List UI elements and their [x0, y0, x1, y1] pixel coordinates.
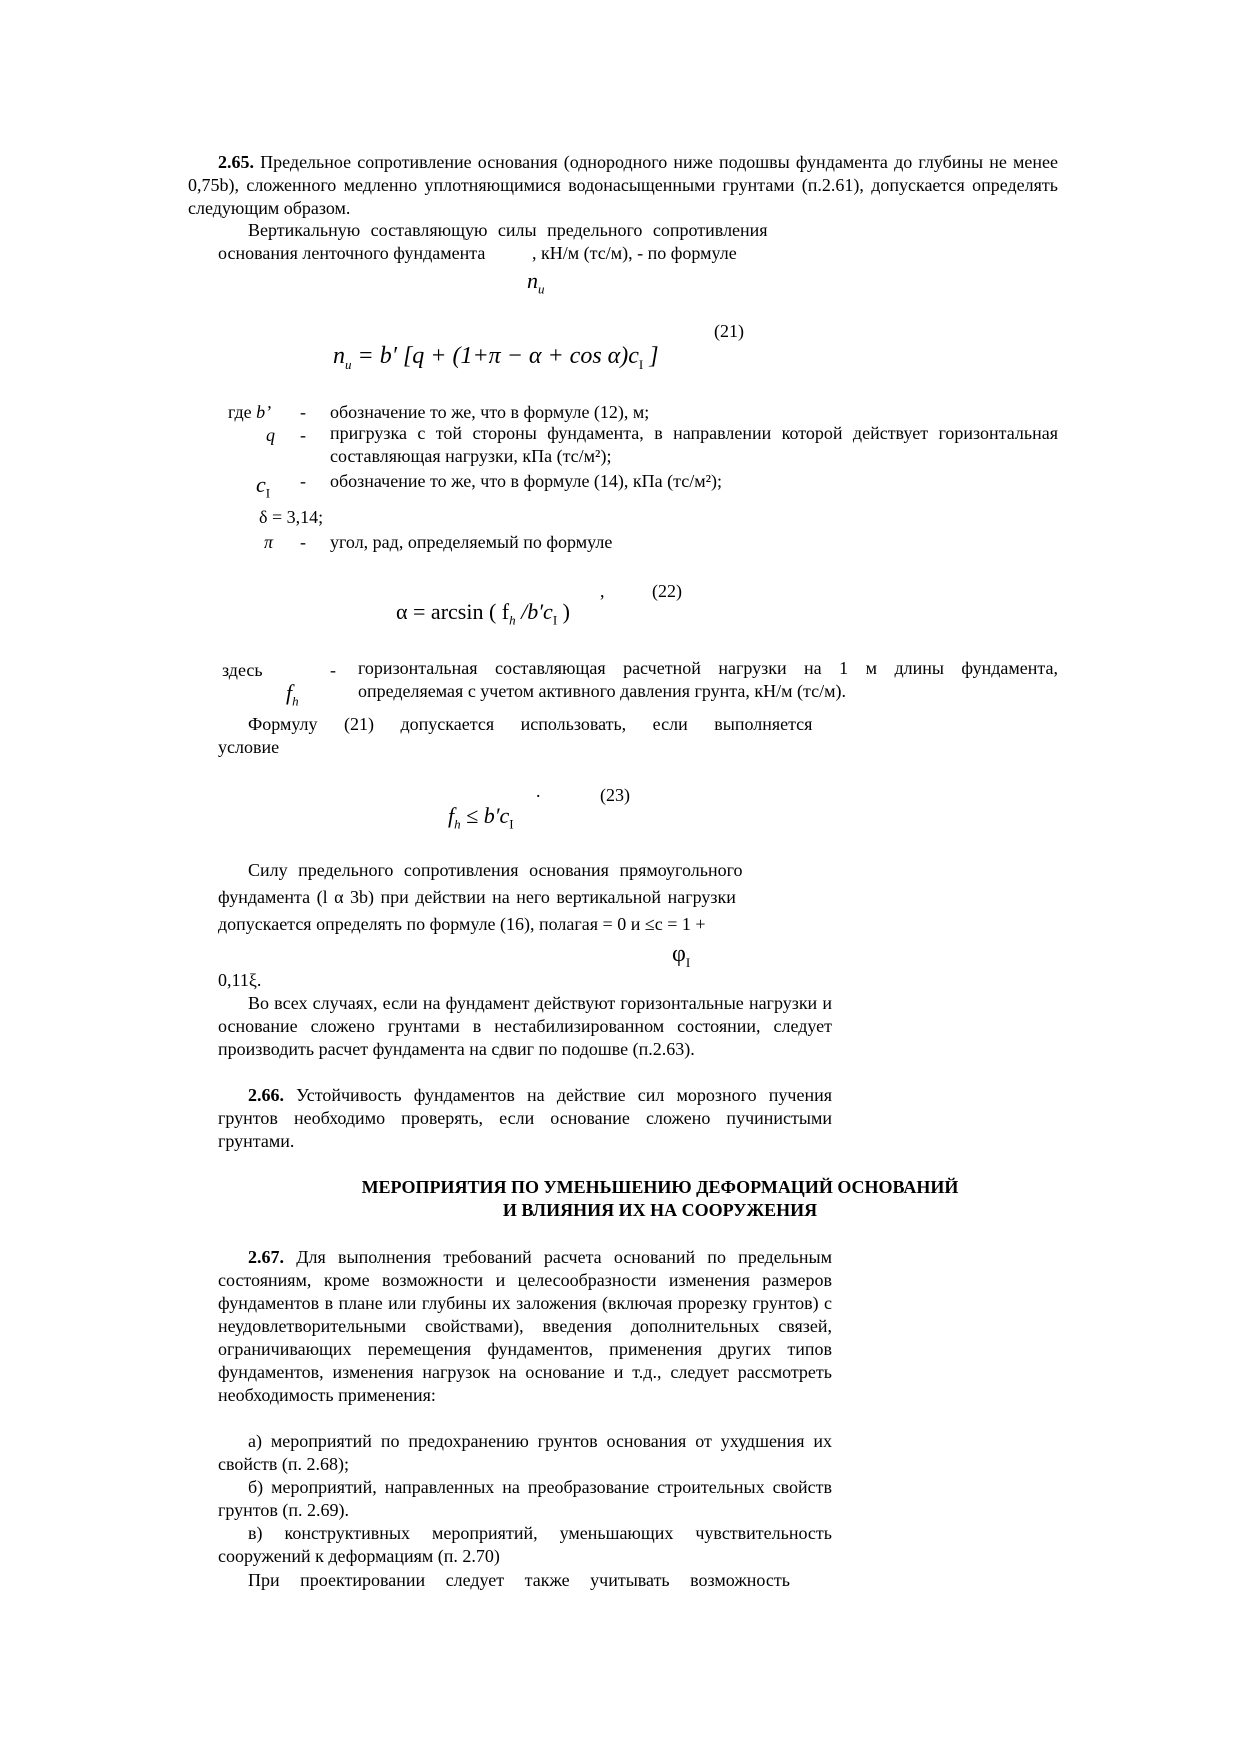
- dash: -: [300, 471, 306, 491]
- dash: -: [300, 425, 306, 445]
- symbol-nu: $n_u$: [527, 268, 545, 297]
- paragraph-2-67: 2.67. Для выполнения требований расчета оснований по предельным состояниям, кроме возможности и целесообразности изменения размеров фундаментов в плане или глубины их заложения (включая прорезку грунтов) с неудовлетворительными свойствами), введения дополнительных связей, ограничивающих перемещения фундаментов, применения других типов фундаментов, изменения нагрузок на основание и т.д., следует рассмотреть необходимость применения:: [218, 1247, 832, 1405]
- paragraph-text: Предельное сопротивление основания (однородного ниже подошвы фундамента до глубины не менее 0,75b), сложенного медленно уплотняющимися водонасыщенными грунтами (п.2.61), допускается определять следующим образом.: [188, 152, 1059, 218]
- here-desc: горизонтальная составляющая расчетной нагрузки на 1 м длины фундамента, определяемая с учетом активного давления грунта, кН/м (тс/м).: [358, 658, 1058, 701]
- formula-23-number: (23): [600, 785, 630, 805]
- q-label: q: [266, 425, 275, 445]
- rect-line4: 0,11ξ.: [218, 970, 262, 990]
- vertical-text-line1: Вертикальную составляющую силы предельного сопротивления: [248, 220, 768, 240]
- rect-line1: Силу предельного сопротивления основания прямоугольного: [248, 860, 743, 880]
- vertical-text-line2b: , кН/м (тс/м), - по формуле: [532, 243, 737, 263]
- vertical-text-line2a: основания ленточного фундамента: [218, 243, 486, 263]
- heading-line2: И ВЛИЯНИЯ ИХ НА СООРУЖЕНИЯ: [502, 1200, 818, 1220]
- delta-line: δ = 3,14;: [259, 507, 324, 527]
- formula-22-number: (22): [652, 581, 682, 601]
- q-desc: пригрузка с той стороны фундамента, в направлении которой действует горизонтальная составляющая нагрузки, кПа (тс/м²);: [330, 423, 1058, 466]
- paragraph-2-65: [188, 151, 1058, 220]
- paragraph-all-cases: Во всех случаях, если на фундамент действуют горизонтальные нагрузки и основание сложено грунтами в нестабилизированном состоянии, следует производить расчет фундамента на сдвиг по подошве (п.2.63).: [218, 993, 832, 1059]
- dash: -: [300, 402, 306, 422]
- pi-label: π: [264, 532, 274, 552]
- dash: -: [300, 532, 306, 552]
- c-desc: обозначение то же, что в формуле (14), кПа (тс/м²);: [330, 471, 723, 491]
- where-label: где b’: [228, 402, 272, 422]
- formula-23: $f_h \le b'c_I$: [448, 803, 514, 832]
- phi-symbol: $\varphi_I$: [672, 941, 691, 970]
- rect-line2: фундамента (l α 3b) при действии на него вертикальной нагрузки: [218, 887, 736, 907]
- section-number: 2.66.: [248, 1085, 284, 1105]
- here-label: здесь: [222, 660, 263, 680]
- section-number: 2.65.: [218, 152, 254, 172]
- section-number: 2.67.: [248, 1247, 284, 1267]
- section-heading: [290, 1176, 1030, 1222]
- b-desc: обозначение то же, что в формуле (12), м;: [330, 402, 650, 422]
- list-item: в) конструктивных мероприятий, уменьшающих чувствительность сооружений к деформациям (п. 2.70): [218, 1523, 832, 1566]
- formula-23-dot: .: [536, 781, 541, 801]
- heading-line1: МЕРОПРИЯТИЯ ПО УМЕНЬШЕНИЮ ДЕФОРМАЦИЙ ОСНОВАНИЙ: [361, 1177, 959, 1197]
- formula-21: $n_u = b'$ [$q + (1+\pi - \alpha + \cos \alpha)c_I$ ]: [333, 343, 659, 372]
- symbol-fh: $f_h$: [286, 680, 299, 709]
- c-label: $c_I$: [256, 472, 271, 501]
- list-item: а) мероприятий по предохранению грунтов основания от ухудшения их свойств (п. 2.68);: [218, 1431, 832, 1474]
- rect-line3: допускается определять по формуле (16), полагая = 0 и ≤c = 1 +: [218, 914, 706, 934]
- formula-22: α = arcsin ( $f_h$ $/b'c_I$ ): [396, 599, 570, 628]
- paragraph-2-66: 2.66. Устойчивость фундаментов на действие сил морозного пучения грунтов необходимо проверять, если основание сложено пучинистыми грунтами.: [218, 1085, 832, 1151]
- dash: -: [330, 660, 336, 680]
- cond-line1: Формулу (21) допускается использовать, если выполняется: [248, 714, 813, 734]
- cond-line2: условие: [218, 737, 280, 757]
- formula-21-number: (21): [714, 321, 744, 341]
- pi-desc: угол, рад, определяемый по формуле: [330, 532, 613, 552]
- list-item: б) мероприятий, направленных на преобразование строительных свойств грунтов (п. 2.69).: [218, 1477, 832, 1520]
- formula-22-comma: ,: [600, 581, 605, 601]
- paragraph-last: При проектировании следует также учитывать возможность: [248, 1570, 790, 1590]
